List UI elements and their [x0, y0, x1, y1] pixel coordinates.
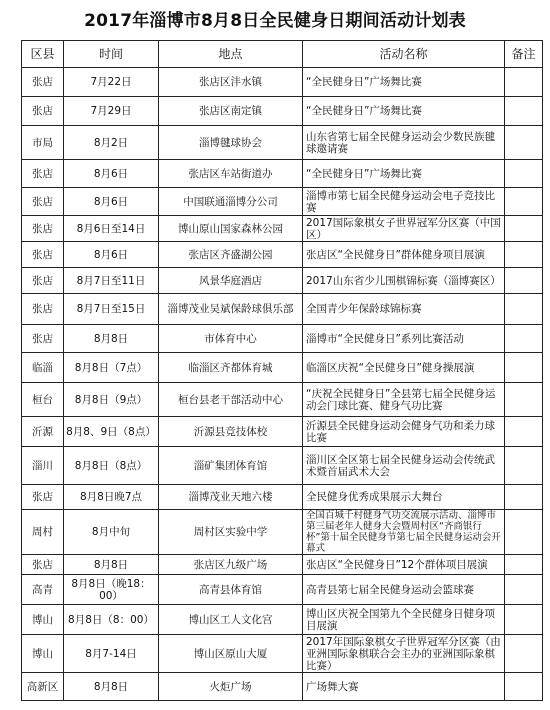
- cell-activity: 全国青少年保龄球锦标赛: [303, 294, 505, 325]
- cell-time: 8月8日（8：00）: [64, 605, 159, 635]
- cell-place: 淄博茂业天地六楼: [159, 485, 303, 510]
- cell-place: 淄矿集团体育馆: [159, 447, 303, 485]
- cell-district: 张店: [22, 216, 64, 242]
- cell-activity: 2017国际象棋女子世界冠军分区赛（中国区）: [303, 216, 505, 242]
- cell-time: 8月6日: [64, 242, 159, 268]
- cell-place: 火炬广场: [159, 673, 303, 701]
- cell-district: 张店: [22, 68, 64, 97]
- cell-time: 8月6日至14日: [64, 216, 159, 242]
- cell-district: 沂源: [22, 417, 64, 447]
- table-row: [22, 216, 543, 242]
- cell-time: 8月6日: [64, 188, 159, 216]
- table-row: [22, 575, 543, 605]
- cell-district: 张店: [22, 325, 64, 353]
- cell-district: 博山: [22, 605, 64, 635]
- cell-time: 8月7-14日: [64, 635, 159, 673]
- cell-time: 8月6日: [64, 160, 159, 188]
- cell-place: 张店区沣水镇: [159, 68, 303, 97]
- cell-time: 8月8日: [64, 673, 159, 701]
- cell-activity: 张店区“全民健身日”群体健身项目展演: [303, 242, 505, 268]
- cell-district: 张店: [22, 485, 64, 510]
- table-row: [22, 68, 543, 97]
- cell-district: 张店: [22, 242, 64, 268]
- cell-place: 张店区齐盛湖公园: [159, 242, 303, 268]
- table-row: [22, 485, 543, 510]
- cell-place: 张店区南定镇: [159, 97, 303, 126]
- cell-activity: 博山区庆祝全国第九个全民健身日健身项目展演: [303, 605, 505, 635]
- cell-activity: 淄川区全区第七届全民健身运动会传统武术暨首届武术大会: [303, 447, 505, 485]
- table-row: [22, 325, 543, 353]
- cell-place: 沂源县竞技体校: [159, 417, 303, 447]
- cell-time: 8月8日: [64, 555, 159, 575]
- table-row: [22, 126, 543, 160]
- cell-time: 7月22日: [64, 68, 159, 97]
- cell-district: 周村: [22, 510, 64, 555]
- cell-activity: 沂源县全民健身运动会健身气功和柔力球比赛: [303, 417, 505, 447]
- cell-place: 博山区原山大厦: [159, 635, 303, 673]
- cell-activity: 2017山东省少儿围棋锦标赛（淄博赛区）: [303, 268, 505, 294]
- cell-district: 张店: [22, 97, 64, 126]
- cell-note: [505, 325, 543, 353]
- cell-place: 周村区实验中学: [159, 510, 303, 555]
- table-row: [22, 160, 543, 188]
- cell-place: 淄博毽球协会: [159, 126, 303, 160]
- header-note: 备注: [505, 41, 543, 68]
- cell-note: [505, 575, 543, 605]
- cell-place: 中国联通淄博分公司: [159, 188, 303, 216]
- cell-activity: 淄博市“全民健身日”系列比赛活动: [303, 325, 505, 353]
- cell-place: 市体育中心: [159, 325, 303, 353]
- header-time: 时间: [64, 41, 159, 68]
- cell-place: 淄博茂业吴斌保龄球俱乐部: [159, 294, 303, 325]
- cell-activity: 山东省第七届全民健身运动会少数民族毽球邀请赛: [303, 126, 505, 160]
- cell-district: 淄川: [22, 447, 64, 485]
- cell-time: 8月8日晚7点: [64, 485, 159, 510]
- cell-note: [505, 605, 543, 635]
- table-row: [22, 353, 543, 383]
- cell-time: 8月中旬: [64, 510, 159, 555]
- cell-activity: 高青县第七届全民健身运动会篮球赛: [303, 575, 505, 605]
- cell-activity: “全民健身日”广场舞比赛: [303, 97, 505, 126]
- cell-note: [505, 97, 543, 126]
- cell-district: 博山: [22, 635, 64, 673]
- table-row: [22, 97, 543, 126]
- cell-district: 市局: [22, 126, 64, 160]
- cell-note: [505, 417, 543, 447]
- cell-note: [505, 353, 543, 383]
- table-row: [22, 294, 543, 325]
- cell-note: [505, 294, 543, 325]
- cell-activity: 淄博市第七届全民健身运动会电子竞技比赛: [303, 188, 505, 216]
- cell-district: 张店: [22, 188, 64, 216]
- table-row: [22, 268, 543, 294]
- cell-time: 8月8日（晚18：00）: [64, 575, 159, 605]
- cell-activity: 张店区“全民健身日”12个群体项目展演: [303, 555, 505, 575]
- cell-district: 张店: [22, 268, 64, 294]
- cell-note: [505, 555, 543, 575]
- cell-district: 张店: [22, 160, 64, 188]
- cell-note: [505, 160, 543, 188]
- cell-time: 8月7日至15日: [64, 294, 159, 325]
- cell-note: [505, 635, 543, 673]
- cell-time: 8月7日至11日: [64, 268, 159, 294]
- cell-time: 7月29日: [64, 97, 159, 126]
- table-row: [22, 555, 543, 575]
- cell-activity: 全国百城千村健身气功交流展示活动、淄博市第三届老年人健身大会暨周村区“齐商银行杯”第十届全民健身节第七届全民健身运动会开幕式: [303, 510, 505, 555]
- cell-note: [505, 188, 543, 216]
- cell-place: 张店区车站街道办: [159, 160, 303, 188]
- activity-table: [21, 40, 543, 701]
- cell-note: [505, 510, 543, 555]
- cell-time: 8月8日（8点）: [64, 447, 159, 485]
- cell-place: 风景华庭酒店: [159, 268, 303, 294]
- table-row: [22, 635, 543, 673]
- cell-time: 8月8日: [64, 325, 159, 353]
- header-district: 区县: [22, 41, 64, 68]
- table-row: [22, 417, 543, 447]
- table-row: [22, 242, 543, 268]
- table-row: [22, 605, 543, 635]
- cell-note: [505, 673, 543, 701]
- header-activity: 活动名称: [303, 41, 505, 68]
- cell-note: [505, 216, 543, 242]
- cell-activity: “庆祝全民健身日”全县第七届全民健身运动会门球比赛、健身气功比赛: [303, 383, 505, 417]
- cell-activity: 2017年国际象棋女子世界冠军分区赛（由亚洲国际象棋联合会主办的亚洲国际象棋比赛）: [303, 635, 505, 673]
- cell-district: 临淄: [22, 353, 64, 383]
- cell-district: 桓台: [22, 383, 64, 417]
- cell-time: 8月8日（9点）: [64, 383, 159, 417]
- table-row: [22, 188, 543, 216]
- table-row: [22, 447, 543, 485]
- cell-place: 临淄区齐都体育城: [159, 353, 303, 383]
- page-title: 2017年淄博市8月8日全民健身日期间活动计划表: [84, 11, 466, 31]
- cell-note: [505, 447, 543, 485]
- cell-district: 高青: [22, 575, 64, 605]
- cell-note: [505, 126, 543, 160]
- cell-place: 博山区工人文化宫: [159, 605, 303, 635]
- cell-place: 张店区九级广场: [159, 555, 303, 575]
- cell-note: [505, 268, 543, 294]
- cell-time: 8月8日（7点）: [64, 353, 159, 383]
- cell-place: 桓台县老干部活动中心: [159, 383, 303, 417]
- cell-time: 8月8、9日（8点）: [64, 417, 159, 447]
- cell-activity: 广场舞大赛: [303, 673, 505, 701]
- cell-district: 高新区: [22, 673, 64, 701]
- cell-activity: 临淄区庆祝“全民健身日”健身操展演: [303, 353, 505, 383]
- cell-activity: 全民健身优秀成果展示大舞台: [303, 485, 505, 510]
- table-row: [22, 673, 543, 701]
- cell-note: [505, 242, 543, 268]
- cell-note: [505, 383, 543, 417]
- cell-note: [505, 485, 543, 510]
- table-row: [22, 383, 543, 417]
- cell-note: [505, 68, 543, 97]
- cell-district: 张店: [22, 294, 64, 325]
- table-row: [22, 510, 543, 555]
- cell-activity: “全民健身日”广场舞比赛: [303, 160, 505, 188]
- cell-time: 8月2日: [64, 126, 159, 160]
- cell-district: 张店: [22, 555, 64, 575]
- cell-activity: “全民健身日”广场舞比赛: [303, 68, 505, 97]
- cell-place: 博山原山国家森林公园: [159, 216, 303, 242]
- cell-place: 高青县体育馆: [159, 575, 303, 605]
- header-place: 地点: [159, 41, 303, 68]
- header-row: [22, 41, 543, 68]
